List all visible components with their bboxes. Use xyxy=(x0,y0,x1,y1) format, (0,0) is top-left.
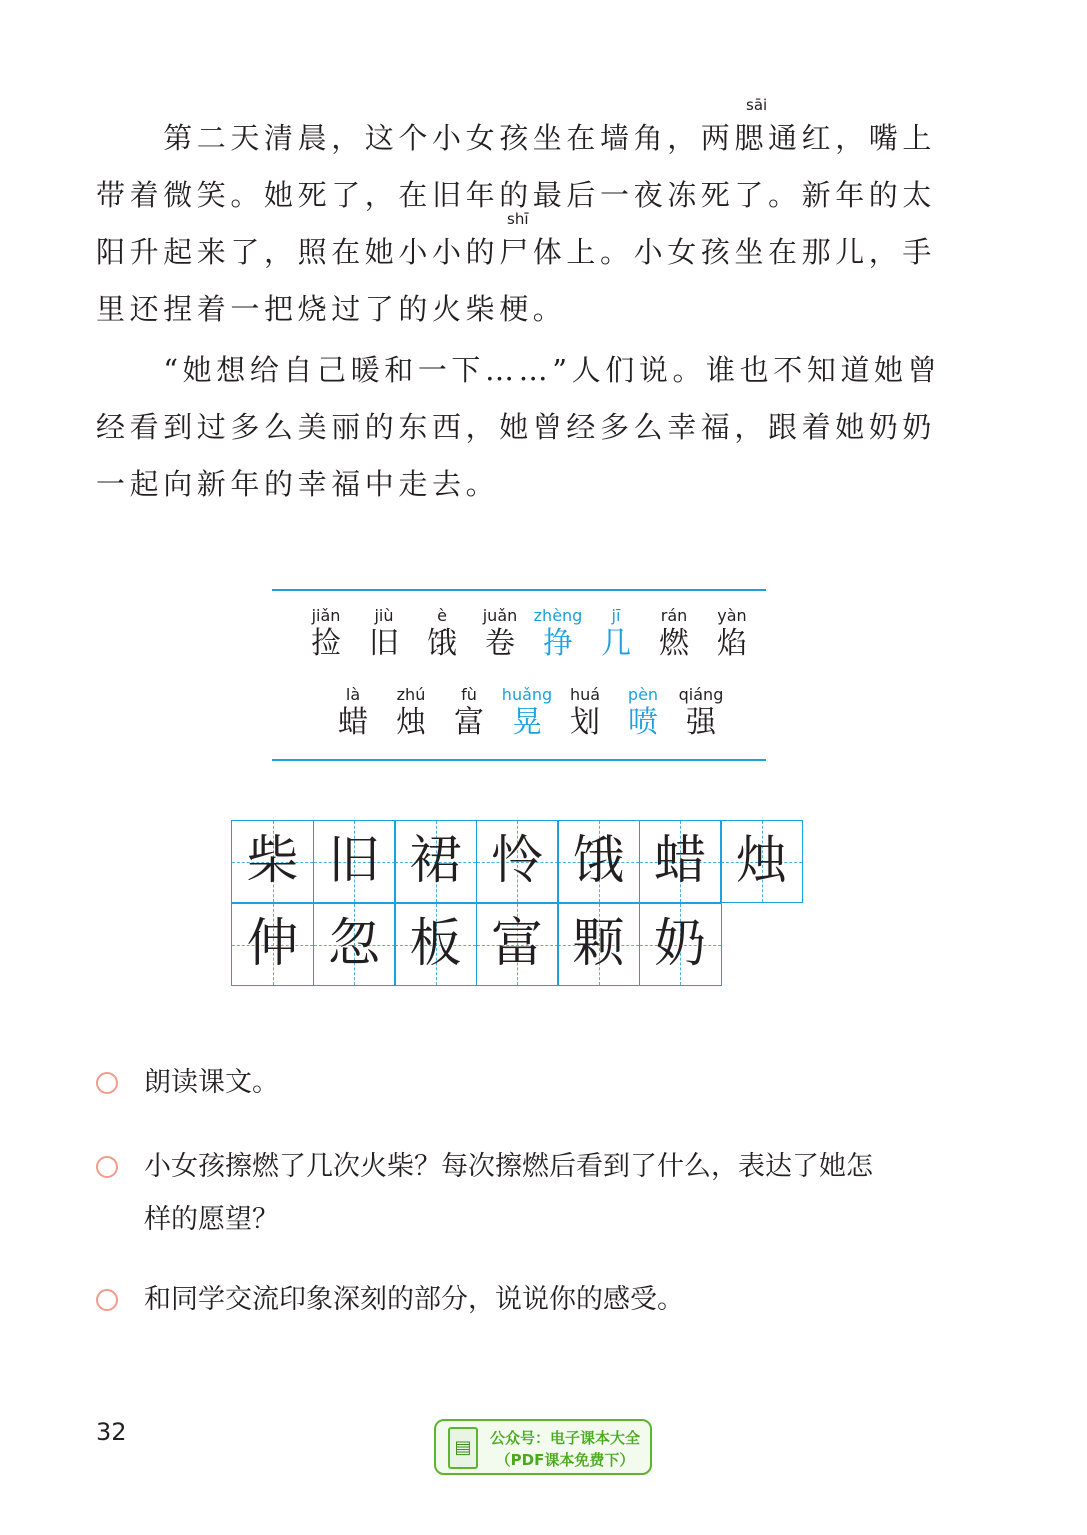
vocab-item: jiǎn 捡 xyxy=(311,606,341,661)
vocab-item: fù 富 xyxy=(454,685,484,740)
vocab-top-rule xyxy=(272,589,766,591)
question-text: 和同学交流印象深刻的部分，说说你的感受。 xyxy=(144,1284,684,1315)
vocab-item-highlighted: jī 几 xyxy=(601,606,631,661)
circle-bullet-icon xyxy=(96,1289,118,1311)
vocab-item: huá 划 xyxy=(569,685,601,740)
book-icon: ▤ xyxy=(448,1427,478,1469)
grid-cell: 柴 xyxy=(231,820,314,903)
pinyin-annotation-sai: sāi xyxy=(746,96,768,114)
story-line: 经看到过多么美丽的东西，她曾经多么幸福，跟着她奶奶 xyxy=(96,410,937,444)
vocab-item: là 蜡 xyxy=(338,685,368,740)
vocab-item: jiù 旧 xyxy=(369,606,399,661)
watermark-line-2: （PDF课本免费下） xyxy=(495,1451,635,1469)
vocab-item-highlighted: huǎng 晃 xyxy=(501,685,553,740)
pinyin-annotation-shi: shī xyxy=(507,210,529,228)
question-text: 样的愿望？ xyxy=(144,1204,279,1235)
vocab-bottom-rule xyxy=(272,759,766,761)
grid-cell: 板 xyxy=(394,903,477,986)
story-line: 一起向新年的幸福中走去。 xyxy=(96,467,500,501)
story-line: 带着微笑。她死了，在旧年的最后一夜冻死了。新年的太 xyxy=(96,178,937,212)
question-text: 朗读课文。 xyxy=(144,1067,279,1098)
vocab-row-2 xyxy=(324,685,730,741)
writing-grid-row-2 xyxy=(231,903,722,986)
circle-bullet-icon xyxy=(96,1072,118,1094)
story-line: 里还捏着一把烧过了的火柴梗。 xyxy=(96,292,567,326)
grid-cell: 裙 xyxy=(394,820,477,903)
question-text: 小女孩擦燃了几次火柴？每次擦燃后看到了什么，表达了她怎 xyxy=(144,1151,873,1182)
grid-cell: 旧 xyxy=(313,820,396,903)
vocab-item: rán 燃 xyxy=(659,606,689,661)
grid-cell: 饿 xyxy=(557,820,640,903)
vocab-item: juǎn 卷 xyxy=(482,606,518,661)
grid-cell: 颗 xyxy=(557,903,640,986)
vocab-row-1 xyxy=(297,606,761,662)
story-line: 第二天清晨，这个小女孩坐在墙角，两腮通红，嘴上 xyxy=(96,121,937,155)
vocab-item: yàn 焰 xyxy=(717,606,747,661)
watermark-line-1: 公众号：电子课本大全 xyxy=(489,1429,640,1447)
grid-cell: 富 xyxy=(476,903,559,986)
vocab-item: zhú 烛 xyxy=(396,685,426,740)
grid-cell: 怜 xyxy=(476,820,559,903)
vocab-item: è 饿 xyxy=(427,606,457,661)
grid-cell: 奶 xyxy=(639,903,722,986)
page-number: 32 xyxy=(96,1418,127,1446)
circle-bullet-icon xyxy=(96,1156,118,1178)
vocab-item: qiáng 强 xyxy=(678,685,724,740)
grid-cell: 蜡 xyxy=(639,820,722,903)
grid-cell: 烛 xyxy=(720,820,803,903)
vocab-item-highlighted: zhèng 挣 xyxy=(533,606,583,661)
story-line: “她想给自己暖和一下……”人们说。谁也不知道她曾 xyxy=(96,353,942,387)
story-line: 阳升起来了，照在她小小的尸体上。小女孩坐在那儿，手 xyxy=(96,235,937,269)
grid-cell: 伸 xyxy=(231,903,314,986)
grid-cell: 忽 xyxy=(313,903,396,986)
vocab-item-highlighted: pèn 喷 xyxy=(627,685,659,740)
writing-grid-row-1 xyxy=(231,820,803,903)
watermark-badge xyxy=(434,1419,652,1475)
